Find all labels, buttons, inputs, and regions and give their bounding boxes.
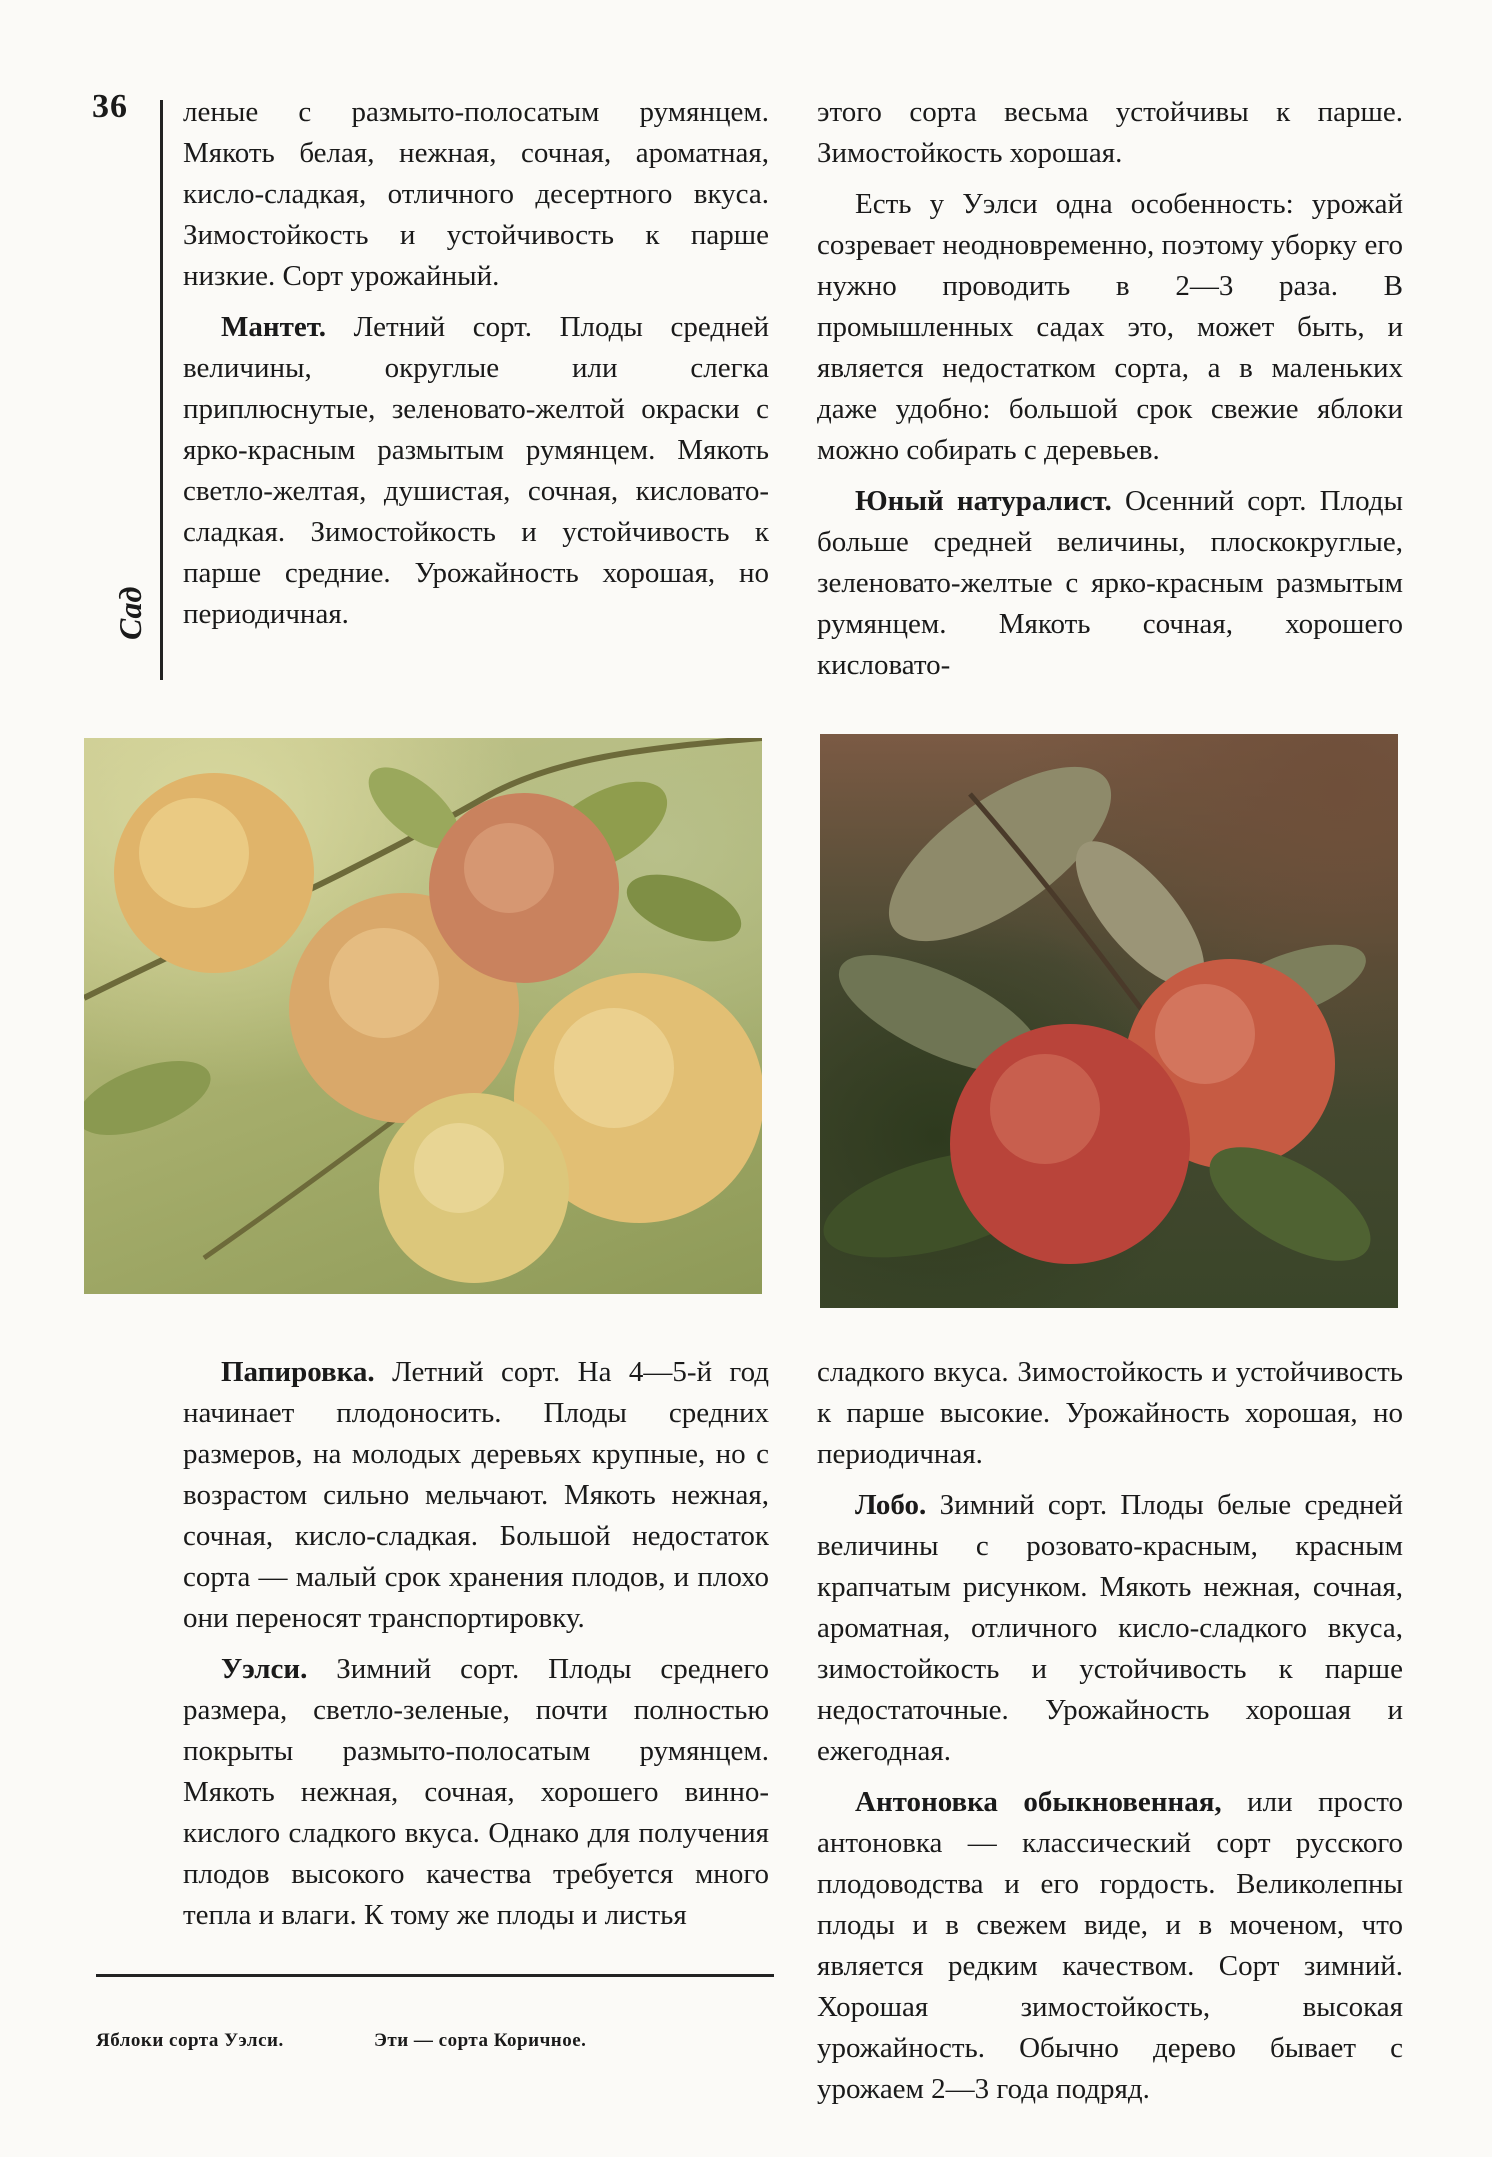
photo-welsey-apples bbox=[84, 738, 762, 1294]
side-rule bbox=[160, 100, 163, 680]
paragraph-antonovka bbox=[817, 1782, 1403, 2110]
caption-right-photo: Эти — сорта Коричное. bbox=[374, 2030, 587, 2051]
variety-name: Мантет. bbox=[221, 311, 327, 343]
paragraph-text: Летний сорт. Плоды средней величины, округлые или слегка приплюснутые, зеленовато-желтой окраски с ярко-красным размытым румянцем. Мякоть светло-желтая, душистая, сочная, кисловато-сладкая. Зимостойкость и устойчивость к парше средние. Урожайность хорошая, но периодичная. bbox=[183, 311, 769, 630]
footer-rule bbox=[96, 1974, 774, 1977]
column-bottom-left bbox=[183, 1352, 769, 1946]
paragraph-mantet bbox=[183, 307, 769, 635]
paragraph-text: или просто антоновка — классический сорт русского плодоводства и его гордость. Великолепны плоды и в свежем виде, и в моченом, что является редким качеством. Сорт зимний. Хорошая зимостойкость, высокая урожайность. Обычно дерево бывает с урожаем 2—3 года подряд. bbox=[817, 1786, 1403, 2105]
caption-left-photo: Яблоки сорта Уэлси. bbox=[96, 2030, 284, 2051]
photo-korichnoe-apples bbox=[820, 734, 1398, 1308]
paragraph-welsey bbox=[183, 1649, 769, 1936]
column-top-left bbox=[183, 92, 769, 645]
paragraph-text: Осенний сорт. Плоды больше средней величины, плоскокруглые, зеленовато-желтые с ярко-красным размытым румянцем. Мякоть сочная, хорошего кисловато- bbox=[817, 485, 1404, 681]
variety-name: Папировка. bbox=[221, 1356, 375, 1388]
paragraph: леные с размыто-полосатым румянцем. Мякоть белая, нежная, сочная, ароматная, кисло-сладкая, отличного десертного вкуса. Зимостойкость и устойчивость к парше низкие. Сорт урожайный. bbox=[183, 96, 769, 292]
paragraph: Есть у Уэлси одна особенность: урожай созревает неодновременно, поэтому уборку его нужно проводить в 2—3 раза. В промышленных садах это, может быть, и является недостатком сорта, а в маленьких даже удобно: большой срок свежие яблоки можно собирать с деревьев. bbox=[817, 188, 1403, 466]
variety-name: Антоновка обыкновенная, bbox=[855, 1786, 1222, 1818]
paragraph-yuny-naturalist bbox=[817, 481, 1403, 686]
paragraph-lobo bbox=[817, 1485, 1403, 1772]
apples-illustration bbox=[820, 734, 1398, 1308]
apples-illustration bbox=[84, 738, 762, 1294]
paragraph: этого сорта весьма устойчивы к парше. Зимостойкость хорошая. bbox=[817, 96, 1403, 169]
page-number: 36 bbox=[92, 88, 128, 125]
variety-name: Лобо. bbox=[855, 1489, 927, 1521]
column-top-right bbox=[817, 92, 1403, 696]
paragraph-text: Зимний сорт. Плоды белые средней величины с розовато-красным, красным крапчатым рисунком. Мякоть нежная, сочная, ароматная, отличного кисло-сладкого вкуса, зимостойкость и устойчивость к парше недостаточные. Урожайность хорошая и ежегодная. bbox=[817, 1489, 1403, 1767]
variety-name: Уэлси. bbox=[221, 1653, 308, 1685]
variety-name: Юный натуралист. bbox=[855, 485, 1112, 517]
column-bottom-right bbox=[817, 1352, 1403, 2120]
paragraph-text: Зимний сорт. Плоды среднего размера, светло-зеленые, почти полностью покрыты размыто-полосатым румянцем. Мякоть нежная, сочная, хорошего винно-кислого сладкого вкуса. Однако для получения плодов высокого качества требуется много тепла и влаги. К тому же плоды и листья bbox=[183, 1653, 769, 1931]
paragraph-papirovka bbox=[183, 1352, 769, 1639]
paragraph-text: Летний сорт. На 4—5-й год начинает плодоносить. Плоды средних размеров, на молодых деревьях крупные, но с возрастом сильно мельчают. Мякоть нежная, сочная, кисло-сладкая. Большой недостаток сорта — малый срок хранения плодов, и плохо они переносят транспортировку. bbox=[183, 1356, 769, 1634]
section-label: Сад bbox=[112, 586, 148, 640]
paragraph: сладкого вкуса. Зимостойкость и устойчивость к парше высокие. Урожайность хорошая, но периодичная. bbox=[817, 1356, 1403, 1470]
